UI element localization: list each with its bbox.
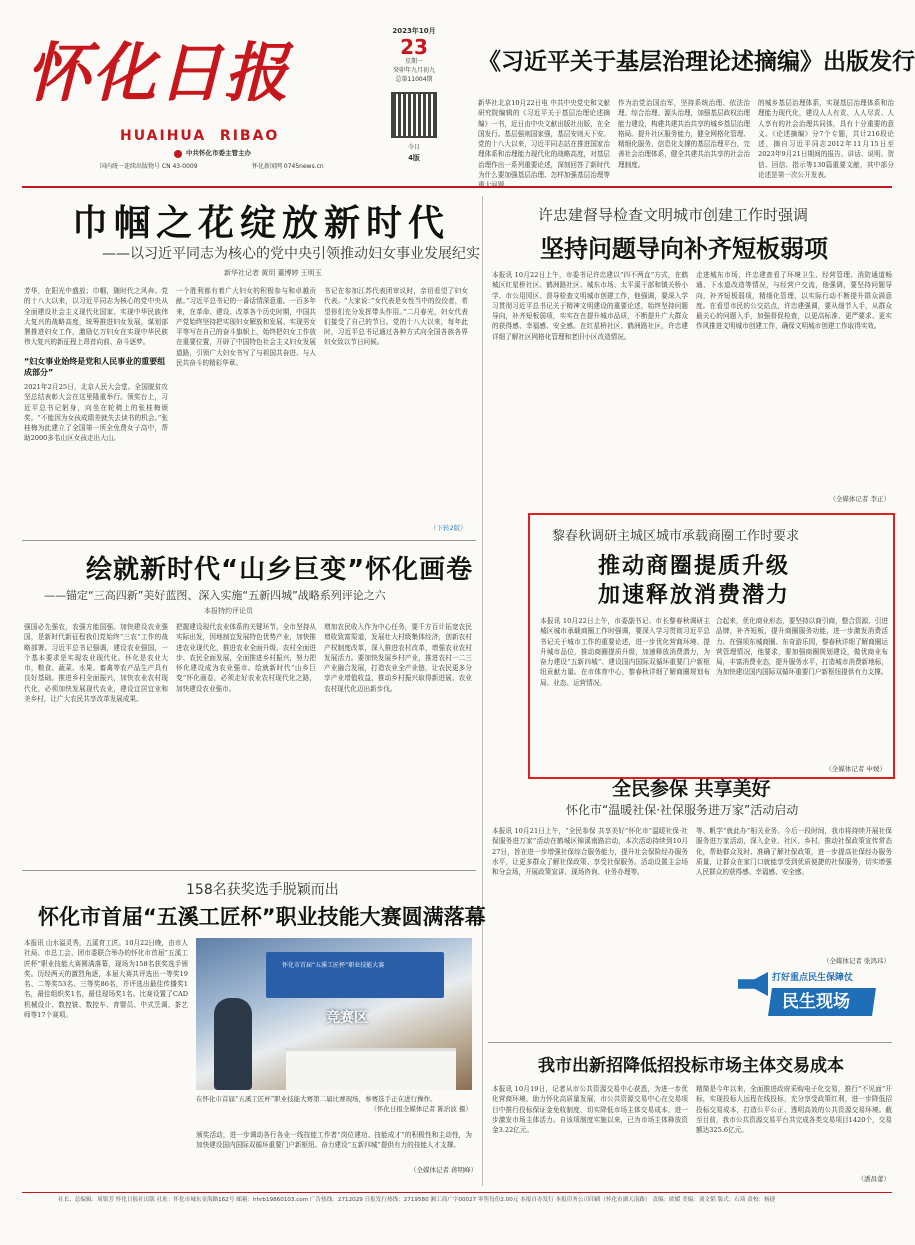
boxed-col1: 本报讯 10月22日上午，市委副书记、市长黎春秋调研主城区城市承载商圈工作时强调，要深入学习贯彻习近平总书记关于城市工作的重要论述，进一步优化营商环境、提升城市品位，推动商圈提质升级，加速释放消费潜力，为奋力建设“五新四城”、建设国内国际双循环重要门户新枢纽贡献力量。在市体育中心，黎春秋详细了解商圈规划布局、业态、运营情况。 [540,617,710,687]
photo-person [214,998,252,1090]
right-top-signature: （全媒体记者 李正） [829,494,890,503]
second-subtitle: ——锚定“三高四新”美好蓝图、深入实施“五新四城”战略系列评论之六 [44,589,386,602]
lead-continue[interactable]: （下转2版） [430,524,467,532]
second-col2: 把握建设现代农业体系的关键环节。全市坚持从实际出发，因地制宜发展特色优势产业，加快推进农业现代化，推进农业全面升级、农村全面进步、农民全面发展，全面推进乡村振兴，努力把怀化建设成为农业强市。绘就新时代“山乡巨变”怀化画卷，必须走好农业农村现代化之路，加快建设农业强市。 [176,623,316,693]
social-signature: （全媒体记者 张鸿玮） [822,956,890,965]
market-title[interactable]: 我市出新招降低招投标市场主体交易成本 [538,1056,844,1076]
second-col3: 增加农民收入作为中心任务，要千方百计拓宽农民增收致富渠道，发展壮大村级集体经济，创新农村产权制度改革，深入推进农村改革，增强农业农村发展活力。要加快发展乡村产业，推进农村一二三产业融合发展，打造农业全产业链，让农民更多分享产业增值收益，推动乡村振兴取得新进展、农业农村现代化迈出新步伐。 [324,623,472,693]
lead-col3: 书记在参加江苏代表团审议时，亲切看望了妇女代表。“大家说：”女代表是女性当中的佼佼者，希望你们充分发挥带头作用。”二月春光，妇女代表们接受了自己的节日。党的十八大以来，每年此时，习近平总书记通过各种方式向全国各族各界妇女致以节日问候。 [324,287,468,347]
boxed-title-line1[interactable]: 推动商圈提质升级 [598,554,791,579]
pages-label: 今日 [407,144,420,152]
skills-kicker: 158名获奖选手脱颖而出 [186,882,339,898]
market-col2-wrap [696,1084,892,1184]
masthead-cn-number: 国内统一连续出版物号 CN 43-0009 [100,163,198,170]
badge-main-text: 民生现场 [782,992,850,1012]
date-year-month: 2023年10月 [392,27,436,35]
date-day: 23 [400,35,428,60]
social-subtitle: 怀化市“温暖社保·社保服务进万家”活动启动 [566,803,799,817]
skills-photo[interactable] [196,938,472,1090]
lead-col1b-text: 2021年2月25日，北京人民大会堂。全国脱贫攻坚总结表彰大会在这里隆重举行。领奖台上，习近平总书记躬身，向坐在轮椅上的张桂梅颁奖。“不能因为女孩成绩差就失去读书的机会。”张桂梅为此建立了全国第一所全免费女子高中，帮助2000多名山区女孩走出大山。 [24,383,168,443]
skills-title[interactable]: 怀化市首届“五溪工匠杯”职业技能大赛圆满落幕 [38,905,486,929]
boxed-col2: 合起来，优化商业形态，要坚持以商引商，整合资源、引进品牌，补齐短板，提升商圈服务功能，进一步激发消费活力。在强项东城商圈、东奇游乐园，黎春秋详细了解商圈运营管理情况，他要求，要加强商圈规划建设，做优商业布局，丰富消费业态，提升服务水平，打造城市消费新地标，为加快建设国内国际双循环重要门户新枢纽提供有力支撑。 [716,617,888,677]
masthead-title: 怀化日报 [26,36,290,111]
second-byline: 本报特约评论员 [204,607,253,615]
footer-divider [22,1192,892,1193]
qr-code[interactable] [391,92,437,138]
masthead-divider [22,186,892,188]
masthead-website: 怀化新闻网 0745news.cn [252,163,324,170]
photo-banner [266,952,444,998]
boxed-col2-wrap [716,616,888,774]
lead-byline: 新华社记者 黄玥 董博婷 王明玉 [224,269,322,277]
issue-number: 总第11004期 [395,75,433,83]
lead-col2: 一个胜利都有着广大妇女的积极参与和卓越贡献。”习近平总书记的一番话情深意重。一百多年来，在革命、建设、改革各个历史时期，中国共产党始终坚持把实现妇女解放和发展、实现男女平等写在自己的奋斗旗帜上，始终把妇女工作放在重要位置，开辟了中国特色社会主义妇女发展道路，引领广大妇女书写了与祖国共奋进、与人民共奋斗的精彩华章。 [176,287,316,368]
boxed-title-line2[interactable]: 加速释放消费潜力 [598,583,791,608]
right-top-col1: 本报讯 10月22日上午，市委书记许忠建以“四不两直”方式，在鹤城区红星桥社区、鹤洲路社区、城东市场、太平溪干部和镇关桥小学、市公用园区、督导检查文明城市创建工作，他强调，要深入学习贯彻习近平总书记关于精神文明建设的重要论述，始终坚持问题导向，补齐短板弱项，实实在在提升城市品质，不断提升广大群众的获得感、幸福感、安全感。在红星桥社区、鹤洲路社区，许忠建详细了解社区网格化管理和老旧小区改造情况。 [492,271,688,341]
photo-banner-area: 竞赛区 [326,1010,368,1026]
top-story-title[interactable]: 《习近平关于基层治理论述摘编》出版发行 [478,49,915,75]
social-col2: 等、帆学“就此办”相关业务。今后一段时间，我市将持续开展社保服务进万家活动，深入企业、社区、乡村，推动社保政策宣传常态化，帮助群众及时、准确了解社保政策，进一步提高社保经办服务质量，让群众在家门口就能享受到优质便捷的社保服务，切实增强人民群众的获得感、幸福感、安全感。 [696,827,892,877]
masthead-pinyin: HUAIHUA RIBAO [120,128,280,144]
badge-top-text: 打好重点民生保障仗 [772,973,854,983]
social-col1: 本报讯 10月21日上午，“全民参保 共享美好”怀化市“温暖社保·社保服务进万家”活动在鹤城区锦溪南路启动，本次活动持续到10月27日，旨在进一步增强社保综合服务能力，提升社会保险经办服务水平，让更多群众了解社保政策、享受社保服务。活动设置主会场和分会场，开展政策宣讲、现场咨询、业务办理等。 [492,827,688,877]
skills-col3: 颁奖活动，进一步调动各行各业一线技能工作者“岗位建功、技能成才”的积极性和主动性，为加快建设国内国际双循环重要门户新枢纽、奋力建设“五新四城”提供有力的技能人才支撑。 [196,1131,472,1150]
social-title[interactable]: 全民参保 共享美好 [612,778,771,800]
lead-col1-text: 芳华，在阳光中盛放；巾帼，随时代之风奔。党的十八大以来，以习近平同志为核心的党中央从全面建设社会主义现代化国家、实现中华民族伟大复兴的战略高度，统筹推进妇女发展，谋划部署推进妇女工作，激励亿万妇女在实现中华民族伟大复兴的新征程上昂首向前、奋斗逐梦。 [24,287,168,347]
footer-info: 社长、总编辑：周银芳 怀化日报社出版 社址：怀化市城东金海路162号 邮箱：hhrb19860103.com 广告热线：2712029 日报发行热线：2719580 湘工商广字00027 零售每份2.00元 本报自办发行 本报印务公司印刷（怀化市湖天南路） 责编：欧媛 美编：刘文韬 版式：石琦 责校：杨捷 [58,1197,776,1203]
badge-megaphone-icon [738,972,768,996]
social-col2-wrap [696,826,892,966]
skills-col1: 本报讯 山水溢灵秀，五溪育工匠。10月22日晚，由市人社局、市总工会、团市委联合举办的怀化市首届“五溪工匠杯”职业技能大赛圆满落幕，现场为158名获奖选手颁奖。历经两天的激烈角逐，本届大赛共评选出一等奖19名、二等奖53名、三等奖86名，并评选出最佳传播奖1名，最佳组织奖1名，最佳现场奖1名。比赛设置了CAD机械设计、数控铣、数控车、育婴员、中式烹调、茶艺师等17个赛项。 [24,939,188,1020]
lead-title[interactable]: 巾帼之花绽放新时代 [72,203,451,244]
boxed-kicker: 黎春秋调研主城区城市承载商圈工作时要求 [552,529,800,544]
weekday: 星期一 [404,58,423,66]
market-col2: 精简是今年以来，全面推进政府采购电子化交易，推行“不见面”开标，实现投标人远程在线投标，充分享受政策红利，进一步降低招投标交易成本，打造公平公正、透明高效的公共资源交易环境。截至目前，我市公共资源交易平台共完成各类交易项目1420个，交易额达325.6亿元。 [696,1085,892,1135]
top-story-col1: 新华社北京10月22日电 中共中央党史和文献研究院编辑的《习近平关于基层治理论述摘编》一书，近日由中央文献出版社出版，在全国发行。基层强则国家强，基层安则天下安。党的十八大以来，习近平同志站在推进国家治理体系和治理能力现代化的战略高度，对基层治理作出一系列重要论述，深刻回答了新时代为什么要加强基层治理、怎样加强基层治理等 [478,99,610,180]
livelihood-badge[interactable] [736,968,880,1026]
photo-bed [286,1048,456,1090]
right-top-col2-wrap [696,270,892,504]
second-divider [22,870,476,871]
right-top-title[interactable]: 坚持问题导向补齐短板弱项 [540,235,828,263]
column-divider [482,196,483,1186]
right-top-kicker: 许忠建督导检查文明城市创建工作时强调 [538,206,809,224]
lead-subtitle: ——以习近平同志为核心的党中央引领推动妇女事业发展纪实 [102,246,480,262]
date-panel [366,26,462,182]
lead-col1 [24,286,168,534]
photo-banner-text: 怀化市首届“五溪工匠杯”职业技能大赛 [282,962,385,969]
party-emblem-icon [174,150,182,158]
top-story-col2: 作为治党治国治军，坚持系统治理、依法治理、综合治理、源头治理，加强基层政权治理能力建设，构建共建共治共享的城乡基层治理格局。提升社区服务能力，健全网格化管理、精细化服务、信息化支撑的基层治理平台，完善社会治理体系，健全共建共治共享的社会治理制度。 [618,99,750,169]
photo-caption-wrap [196,1094,472,1126]
photo-caption: 在怀化市首届“五溪工匠杯”职业技能大赛第二届比赛现场，参赛选手正在进行操作。 [196,1095,437,1103]
pages-count: 4版 [408,153,420,162]
second-col1: 强国必先强农，农强方能国强。加快建设农业强国，是新时代新征程我们党始终“三农”工作的战略部署。习近平总书记强调，建设农业强国，一个基本要求是实现农业现代化。怀化是农业大市，粮食、蔬菜、水果、畜禽等农产品生产具有良好基础。推进乡村全面振兴，加快农业农村现代化，必须加快发展现代农业，建设宜居宜业和美乡村，让广大农民共享改革发展成果。 [24,623,168,704]
masthead-sponsor: 中共怀化市委主管主办 [186,149,251,157]
market-signature: （潘昌蕾） [857,1174,890,1183]
top-story-col3: 的城乡基层治理体系，实现基层治理体系和治理能力现代化，建设人人有责、人人尽责、人人享有的社会治理共同体，具有十分重要的意义。《论述摘编》分7个专题，共计216段论述，摘自习近平同志2012年11月15日至2023年9月21日期间的报告、讲话、说明、贺信、回信、指示等130篇重要文献，其中部分论述是第一次公开发表。 [758,99,894,180]
photo-credit: （怀化日报全媒体记者 陈治波 摄） [370,1105,472,1113]
market-divider [488,1042,892,1043]
boxed-signature: （全媒体记者 申媛） [825,764,886,773]
skills-signature: （全媒体记者 蒋明峰） [410,1166,478,1174]
right-top-col2: 走进城东市场，许忠建查看了环境卫生、经营管理、消防通道畅通、下水道改造等情况，与经营户交流，他强调，要坚持问题导向，补齐短板弱项，精细化管理，以实际行动不断提升群众满意度。在看望市民的公交站点，许忠建强调，要从细节入手，从群众最关心的问题入手，加强督促检查，以更高标准、更严要求、更实作风推进文明城市创建工作，确保文明城市创建工作取得实效。 [696,271,892,331]
lunar-date: 癸卯年九月初九 [392,66,435,74]
lead-divider [22,540,476,541]
second-title[interactable]: 绘就新时代“山乡巨变”怀化画卷 [86,555,474,585]
market-col1: 本报讯 10月19日，记者从市公共资源交易中心获悉，为进一步优化营商环境，助力怀化高质量发展，市公共资源交易中心在交易项目中推行投标保证金免收制度，切实降低市场主体交易成本，进一步激发市场主体活力。自该项制度实施以来，已为市场主体释放资金3.22亿元。 [492,1085,688,1135]
lead-col1-heading: “妇女事业始终是党和人民事业的重要组成部分” [24,357,166,377]
